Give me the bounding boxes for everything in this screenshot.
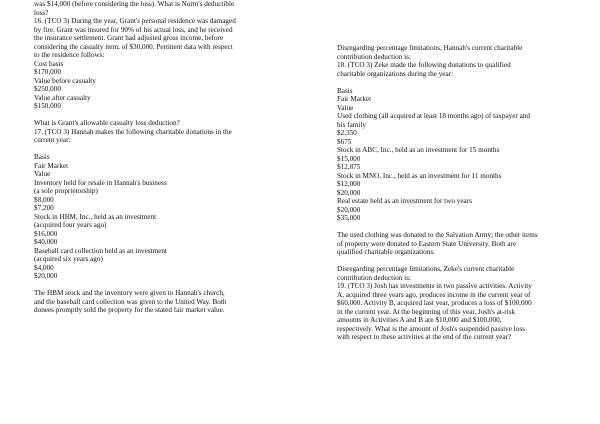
right-column-text-line: Stock in MNO, Inc., held as an investment for 11 months — [337, 171, 502, 180]
left-column-text-line: donees promptly sold the property for the stated fair market value. — [34, 306, 225, 314]
right-column-text-line: The used clothing was donated to the Salvation Army; the other items — [337, 231, 538, 239]
left-column-text-line: $8,000 — [34, 195, 54, 204]
right-column-text-line: Real estate held as an investment for two years — [337, 197, 472, 205]
right-column-text-line: Used clothing (all acquired at least 18 months ago) of taxpayer and — [337, 112, 531, 120]
right-column-text-line: A, acquired three years ago, produces income in the current year of — [337, 290, 531, 299]
left-column-text-line: $16,000 — [34, 229, 58, 238]
right-column-blank-line — [337, 257, 573, 266]
right-column-text-line: contribution deduction is: — [337, 52, 411, 61]
right-column-text-line: 19. (TCO 3) Josh has investments in two passive activities. Activity — [337, 282, 532, 290]
left-column-text-line: loss? — [34, 8, 49, 17]
left-column-text-line: $250,000 — [34, 85, 61, 93]
left-column-text-line: (a sole proprietorship) — [34, 187, 98, 195]
right-column-text-line: $675 — [337, 137, 352, 146]
right-column-blank-line — [337, 78, 573, 87]
left-column-text-line: the insurance settlement. Grant had adjusted gross income, before — [34, 34, 224, 42]
left-column-text-line: The HBM stock and the inventory were given to Hannah's church, — [34, 289, 225, 297]
right-column-text-line: charitable organizations during the year: — [337, 69, 454, 78]
left-column-blank-line — [34, 281, 266, 290]
left-column-text-line: Basis — [34, 153, 50, 161]
document-column-left — [34, 0, 266, 315]
right-column-text-line: Fair Market — [337, 95, 372, 103]
left-column-text-line: $20,000 — [34, 272, 58, 280]
left-column-text-line: was $14,000 (before considering the loss). What is Norm's deductible — [34, 0, 235, 8]
left-column-text-line: (acquired four years ago) — [34, 221, 107, 229]
right-column-text-line: Value — [337, 103, 354, 112]
left-column-text-line: by fire. Grant was insured for 90% of his actual loss, and he received — [34, 25, 233, 34]
right-column-text-line: his family — [337, 120, 366, 129]
left-column-text-line: considering the casualty item, of $30,000. Pertinent data with respect — [34, 42, 233, 51]
left-column-text-line: and the baseball card collection was given to the United Way. Both — [34, 297, 227, 306]
right-column-text-line: $12,875 — [337, 163, 361, 171]
right-column-text-line: amounts in Activities A and B are $10,000 and $100,000, — [337, 316, 502, 324]
document-column-right — [337, 44, 573, 342]
left-column-text-line: current year: — [34, 136, 71, 144]
left-column-text-line: Fair Market — [34, 161, 69, 170]
left-column-text-line: Inventory held for resale in Hannah's business — [34, 178, 167, 187]
left-column-text-line: Value — [34, 170, 51, 178]
left-column-text-line: 16. (TCO 3) During the year, Grant's personal residence was damaged — [34, 17, 236, 25]
left-column-text-line: 17. (TCO 3) Hannah makes the following charitable donations in the — [34, 127, 232, 136]
right-column-text-line: in the current year. At the beginning of this year, Josh's at-risk — [337, 307, 516, 316]
right-column-text-line: Disregarding percentage limitations, Zeke's current charitable — [337, 265, 515, 273]
left-column-text-line: $170,000 — [34, 68, 61, 76]
right-column-text-line: Disregarding percentage limitations, Hannah's current charitable — [337, 44, 523, 52]
left-column-text-line: $150,000 — [34, 102, 61, 110]
left-column-text-line: to the residence follows: — [34, 51, 105, 59]
right-column-text-line: of property were donated to Eastern State University. Both are — [337, 239, 517, 248]
right-column-text-line: $20,000 — [337, 188, 361, 197]
right-column-text-line: $60,000. Activity B, acquired last year, produces a loss of $100,000 — [337, 299, 532, 307]
left-column-text-line: Cost basis — [34, 59, 64, 68]
left-column-text-line: Value before casualty — [34, 76, 96, 85]
right-column-text-line: $35,000 — [337, 214, 361, 222]
left-column-text-line: $7,200 — [34, 204, 54, 212]
right-column-text-line: with respect to these activities at the end of the current year? — [337, 333, 512, 341]
left-column-blank-line — [34, 111, 266, 120]
right-column-blank-line — [337, 223, 573, 232]
right-column-text-line: 18. (TCO 3) Zeke made the following donations to qualified — [337, 61, 511, 69]
left-column-blank-line — [34, 145, 266, 154]
left-column-text-line: Baseball card collection held as an investment — [34, 246, 167, 255]
right-column-text-line: respectively. What is the amount of Josh's suspended passive loss — [337, 324, 525, 333]
left-column-text-line: $4,000 — [34, 263, 54, 272]
left-column-text-line: $40,000 — [34, 238, 58, 246]
right-column-text-line: Stock in ABC, Inc., held as an investment for 15 months — [337, 146, 500, 154]
left-column-text-line: What is Grant's allowable casualty loss deduction? — [34, 119, 180, 127]
left-column-text-line: (acquired six years ago) — [34, 255, 103, 263]
right-column-text-line: qualified charitable organizations. — [337, 248, 435, 256]
right-column-text-line: contribution deduction is: — [337, 273, 411, 282]
right-column-text-line: $20,000 — [337, 205, 361, 214]
right-column-text-line: $15,000 — [337, 154, 361, 163]
left-column-text-line: Stock in HBM, Inc., held as an investment — [34, 212, 157, 221]
left-column-text-line: Value after casualty — [34, 93, 91, 102]
right-column-text-line: $12,000 — [337, 180, 361, 188]
right-column-text-line: $2,350 — [337, 129, 357, 137]
right-column-text-line: Basis — [337, 86, 353, 95]
